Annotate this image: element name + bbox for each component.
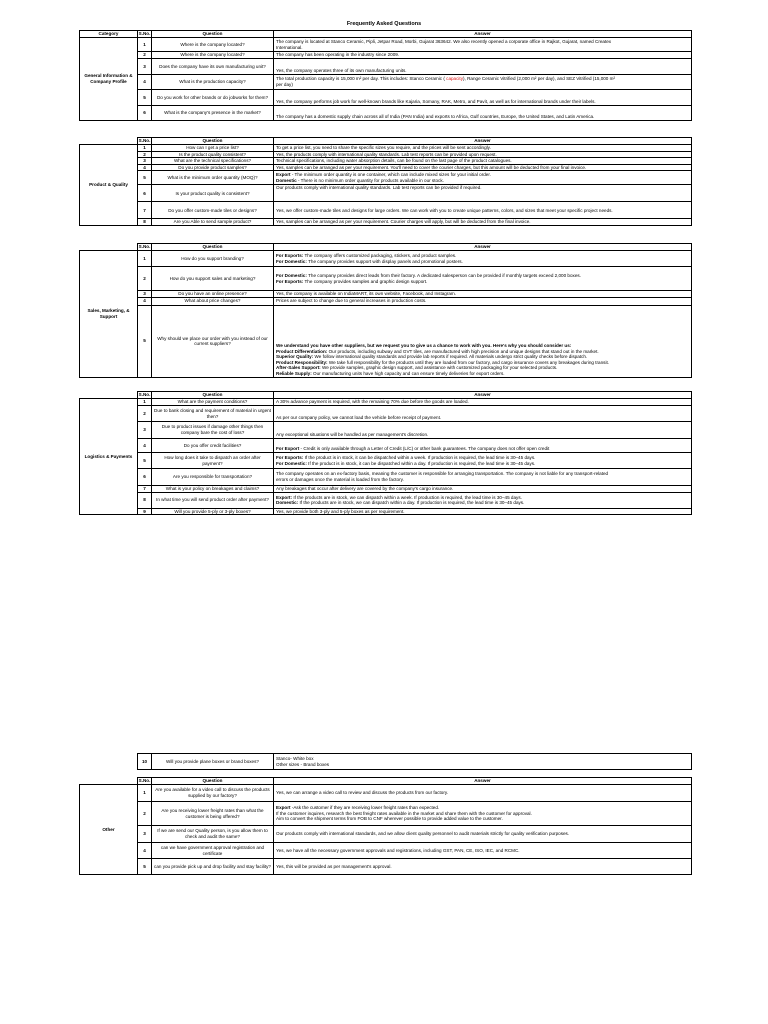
row-number: 7	[138, 486, 152, 493]
table-row	[80, 785, 692, 802]
table-row	[80, 151, 692, 158]
answer-cell: The company operates on an ex-factory basis, meaning the customer is responsible for arranging transportation. The company is not liable for any transport-related errors or damages once the material is loaded from the factory.	[274, 469, 692, 486]
answer-cell: Yes, we have all the necessary government approvals and registrations, including GST, PAN, CE, ISO, IEC, and RCMC.	[274, 843, 692, 859]
header-row	[80, 138, 692, 145]
table-row	[80, 75, 692, 90]
table-row	[80, 219, 692, 226]
table-row	[80, 251, 692, 267]
table-row	[80, 406, 692, 422]
answer-cell: Yes, the company performs job work for well-known brands like Kajaria, Somany, RAK, Metro, and Pavit, as well as for international brands under their labels.	[274, 90, 692, 106]
header-sno: S.No.	[138, 138, 151, 144]
table-row	[80, 90, 692, 106]
header-answer: Answer	[274, 244, 692, 251]
header-sno: S.No.	[138, 392, 151, 398]
header-blank	[80, 778, 138, 785]
question-cell: What is the company's presence in the market?	[152, 106, 274, 121]
header-blank	[80, 244, 138, 251]
row-number: 3	[138, 59, 152, 75]
row-number: 2	[138, 406, 152, 422]
row-number: 5	[138, 171, 152, 185]
row-number: 6	[138, 469, 152, 486]
question-cell: Are you Able to send sample product?	[152, 219, 274, 226]
row-number: 1	[138, 785, 152, 802]
answer-cell: Export: If the products are in stock, we can dispatch within a week. If production is required, the lead time is 30–45 days. Domestic: If the products are in stock, we can dispatch within a day. If production is required, the lead time is 30–45 days.	[274, 492, 692, 508]
header-question: Question	[152, 778, 274, 785]
table-row	[80, 297, 692, 305]
row-number: 1	[138, 399, 152, 406]
question-cell: Are you responsible for transportation?	[152, 469, 274, 486]
header-blank	[80, 392, 138, 399]
answer-cell: The company has a domestic supply chain across all of India (PAN India) and exports to Africa, Gulf countries, Europe, the United States, and Latin America.	[274, 106, 692, 121]
faq-table-product	[79, 137, 692, 226]
category-cell: Product & Quality	[80, 145, 138, 226]
header-question: Question	[152, 138, 274, 145]
header-category: Category	[80, 31, 138, 38]
table-row	[80, 399, 692, 406]
table-row	[80, 508, 692, 515]
question-cell: Are you receiving lower freight rates than what the customer is being offered?	[152, 802, 274, 826]
table-row	[80, 158, 692, 165]
row-number: 8	[138, 219, 152, 226]
row-number: 2	[138, 151, 152, 158]
question-cell: Do you provide product samples?	[152, 164, 274, 171]
question-cell: Due to bank closing and requirement of material in urgent then?	[152, 406, 274, 422]
category-cell: Sales, Marketing, & Support	[80, 251, 138, 378]
header-question: Question	[152, 31, 274, 38]
table-row	[80, 267, 692, 291]
table-row	[80, 164, 692, 171]
answer-cell: Any breakages that occur after delivery are covered by the company's cargo insurance.	[274, 486, 692, 493]
row-number: 4	[138, 843, 152, 859]
header-row	[80, 31, 692, 38]
question-cell: can you provide pick up and drop facility and stay facility?	[152, 859, 274, 875]
question-cell: Where is the company located?	[152, 38, 274, 52]
answer-cell: Yes, we can arrange a video call to review and discuss the products from our factory.	[274, 785, 692, 802]
answer-cell: Any exceptional situations will be handled as per management's discretion.	[274, 422, 692, 439]
row-number: 7	[138, 202, 152, 219]
table-row	[80, 52, 692, 59]
row-number: 9	[138, 508, 152, 515]
category-cell: Other	[80, 785, 138, 875]
header-sno: S.No.	[138, 31, 151, 37]
table-row	[80, 185, 692, 202]
header-sno: S.No.	[138, 244, 151, 250]
question-cell: If we are send our Quality person, is you allow them to check and audit the same?	[152, 826, 274, 843]
answer-cell: We understand you have other suppliers, but we request you to give us a chance to work with you. Here's why you should consider us: Product Differentiation: Our products, including subway and GVT tiles, are manufactured with high precision and unique designs that stand out in the market. Superior Quality: We follow international quality standards and provide lab reports if required. All materials undergo strict quality checks before dispatch. Product Responsibility: We take full responsibility for the products until they are loaded from our factory, and cargo insurance covers any breakages during transit. After-Sales Support: We provide samples, graphic design support, and assistance with customized packaging for your selected products. Reliable Supply: Our manufacturing units have high capacity and can ensure timely deliveries for export orders.	[274, 305, 692, 377]
header-row	[80, 244, 692, 251]
header-row	[80, 392, 692, 399]
question-cell: What is the minimum order quantity (MOQ)?	[152, 171, 274, 185]
answer-cell: Yes, samples can be arranged as per your requirement. Courier charges will apply, but will be deducted from the final invoice.	[274, 219, 692, 226]
question-cell: How long does it take to dispatch an order after payment?	[152, 453, 274, 469]
table-row	[80, 305, 692, 377]
question-cell: What are the technical specifications?	[152, 158, 274, 165]
row-number: 1	[138, 145, 152, 152]
answer-cell: Stanco- White box Other sizes - Brand boxes	[274, 754, 692, 770]
question-cell: Due to product issues if damage other things then company bare the cost of loss?	[152, 422, 274, 439]
header-answer: Answer	[274, 31, 692, 38]
faq-table-sales	[79, 243, 692, 378]
question-cell: Will you provide plane boxes or brand boxes?	[152, 754, 274, 770]
question-cell: Does the company have its own manufacturing unit?	[152, 59, 274, 75]
question-cell: Do you have an online presence?	[152, 291, 274, 298]
question-cell: What are the payment conditions?	[152, 399, 274, 406]
question-cell: Is your product quality is consistent?	[152, 185, 274, 202]
table-row	[80, 422, 692, 439]
question-cell: How can I get a price list?	[152, 145, 274, 152]
question-cell: What is the production capacity?	[152, 75, 274, 90]
header-question: Question	[152, 392, 274, 399]
row-number: 4	[138, 439, 152, 453]
question-cell: Why should we place our order with you instead of our current suppliers?	[152, 305, 274, 377]
question-cell: Where is the company located?	[152, 52, 274, 59]
header-row	[80, 778, 692, 785]
page-title: Frequently Asked Questions	[346, 21, 422, 27]
header-blank	[80, 138, 138, 145]
answer-cell: The total production capacity is 15,000 m² per day. This includes: Stanco Ceramic ( capacity), Range Ceramic Vitrified (2,000 m² per day), and SEZ Vitrified (15,000 m² per day)	[274, 75, 692, 90]
answer-cell: A 30% advance payment is required, with the remaining 70% due before the goods are loaded.	[274, 399, 692, 406]
answer-cell: For Domestic: The company provides direct leads from their factory. A dedicated salesperson can be provided if monthly targets exceed 2,000 boxes. For Exports: The company provides samples and graphic design support.	[274, 267, 692, 291]
table-row	[80, 59, 692, 75]
table-row	[80, 469, 692, 486]
row-number: 3	[138, 422, 152, 439]
table-row	[80, 439, 692, 453]
row-number: 4	[138, 297, 152, 305]
answer-cell: Our products comply with international quality standards. Lab test reports can be provided if required.	[274, 185, 692, 202]
row-number: 8	[138, 492, 152, 508]
question-cell: What is your policy on breakages and claims?	[152, 486, 274, 493]
answer-cell: Yes, the company operates three of its own manufacturing units.	[274, 59, 692, 75]
answer-cell: For Exports: If the product is in stock, it can be dispatched within a week. If production is required, the lead time is 30–45 days. For Domestic: If the product is in stock, it can be dispatched within a day. If production is required, the lead time is 30–45 days.	[274, 453, 692, 469]
table-row	[80, 453, 692, 469]
answer-cell: Export -Ask the customer if they are receiving lower freight rates than expected. If the customer inquires, research the best freight rates available in the market and share them with the customer for approval. Aim to convert the shipment terms from FOB to CNF wherever possible to provide added value to the customer.	[274, 802, 692, 826]
table-row	[80, 492, 692, 508]
table-row	[80, 145, 692, 152]
category-cell: General Information & Company Profile	[80, 38, 138, 121]
answer-cell: Yes, samples can be arranged as per your requirement. You'll need to cover the courier charges, but this amount will be deducted from your final invoice.	[274, 164, 692, 171]
table-row	[80, 38, 692, 52]
answer-cell: As per our company policy, we cannot load the vehicle before receipt of payment.	[274, 406, 692, 422]
question-cell: can we have government approval registration and certificate	[152, 843, 274, 859]
question-cell: Do you offer custom-made tiles or designs?	[152, 202, 274, 219]
row-number: 1	[138, 251, 152, 267]
answer-cell: For Export - Credit is only available through a Letter of Credit (L/C) or other bank guarantees. The company does not offer open credit	[274, 439, 692, 453]
table-row	[80, 171, 692, 185]
table-row	[80, 859, 692, 875]
question-cell: Is the product quality consistent?	[152, 151, 274, 158]
row-number: 10	[138, 754, 152, 770]
row-number: 3	[138, 158, 152, 165]
answer-cell: The company has been operating in the industry since 2009.	[274, 52, 692, 59]
header-answer: Answer	[274, 392, 692, 399]
row-number: 6	[138, 185, 152, 202]
table-row	[80, 843, 692, 859]
table-row	[80, 802, 692, 826]
table-row	[138, 754, 692, 770]
table-row	[80, 106, 692, 121]
table-row	[80, 202, 692, 219]
category-cell: Logistics & Payments	[80, 399, 138, 515]
question-cell: Are you available for a video call to discuss the products supplied by our factory?	[152, 785, 274, 802]
row-number: 2	[138, 267, 152, 291]
row-number: 3	[138, 291, 152, 298]
answer-cell: Export - The minimum order quantity is one container, which can include mixed sizes for your initial order. Domestic - There is no minimum order quantity for products available in our stock.	[274, 171, 692, 185]
question-cell: How do you support branding?	[152, 251, 274, 267]
question-cell: How do you support sales and marketing?	[152, 267, 274, 291]
answer-cell: Yes, we offer custom-made tiles and designs for large orders. We can work with you to create unique patterns, colors, and sizes that meet your specific project needs.	[274, 202, 692, 219]
answer-cell: Yes, the products comply with international quality standards. Lab test reports can be provided upon request.	[274, 151, 692, 158]
row-number: 2	[138, 52, 152, 59]
row-number: 5	[138, 305, 152, 377]
row-number: 1	[138, 38, 152, 52]
question-cell: Do you work for other brands or do jobworks for them?	[152, 90, 274, 106]
header-question: Question	[152, 244, 274, 251]
answer-cell: To get a price list, you need to share the specific sizes you require, and the prices will be sent accordingly.	[274, 145, 692, 152]
faq-table-general	[79, 30, 692, 121]
row-number: 5	[138, 859, 152, 875]
row-number: 6	[138, 106, 152, 121]
answer-cell: Yes, this will be provided as per management's approval.	[274, 859, 692, 875]
answer-cell: The company is located at Stanco Ceramic, Pipli, Jetpar Road, Morbi, Gujarat 363642. We also recently opened a corporate office in Rajkot, Gujarat, named Createx International.	[274, 38, 692, 52]
row-number: 3	[138, 826, 152, 843]
row-number: 4	[138, 75, 152, 90]
table-row	[80, 486, 692, 493]
answer-cell: For Exports: The company offers customized packaging, stickers, and product samples. For Domestic: The company provides support with display panels and promotional posters.	[274, 251, 692, 267]
row-number: 2	[138, 802, 152, 826]
question-cell: Will you provide 5-ply or 3-ply boxes?	[152, 508, 274, 515]
faq-table-logistics-continued	[137, 753, 692, 770]
answer-cell: Yes, we provide both 3-ply and 5-ply boxes as per requirement.	[274, 508, 692, 515]
header-answer: Answer	[274, 138, 692, 145]
question-cell: Do you offer credit facilities?	[152, 439, 274, 453]
row-number: 5	[138, 90, 152, 106]
question-cell: In what time you will send product order after payment?	[152, 492, 274, 508]
table-row	[80, 291, 692, 298]
faq-table-other	[79, 777, 692, 875]
header-sno: S.No.	[138, 778, 151, 784]
question-cell: What about price changes?	[152, 297, 274, 305]
answer-cell: Prices are subject to change due to general increases in production costs.	[274, 297, 692, 305]
row-number: 4	[138, 164, 152, 171]
answer-cell: Technical specifications, including water absorption details, can be found on the last page of the product catalogues.	[274, 158, 692, 165]
header-answer: Answer	[274, 778, 692, 785]
row-number: 5	[138, 453, 152, 469]
answer-cell: Our products comply with international standards, and we allow client quality personnel to audit materials strictly for quality verification purposes.	[274, 826, 692, 843]
faq-table-logistics	[79, 391, 692, 515]
table-row	[80, 826, 692, 843]
answer-cell: Yes, the company is available on IndiaMART, its own website, Facebook, and Instagram.	[274, 291, 692, 298]
